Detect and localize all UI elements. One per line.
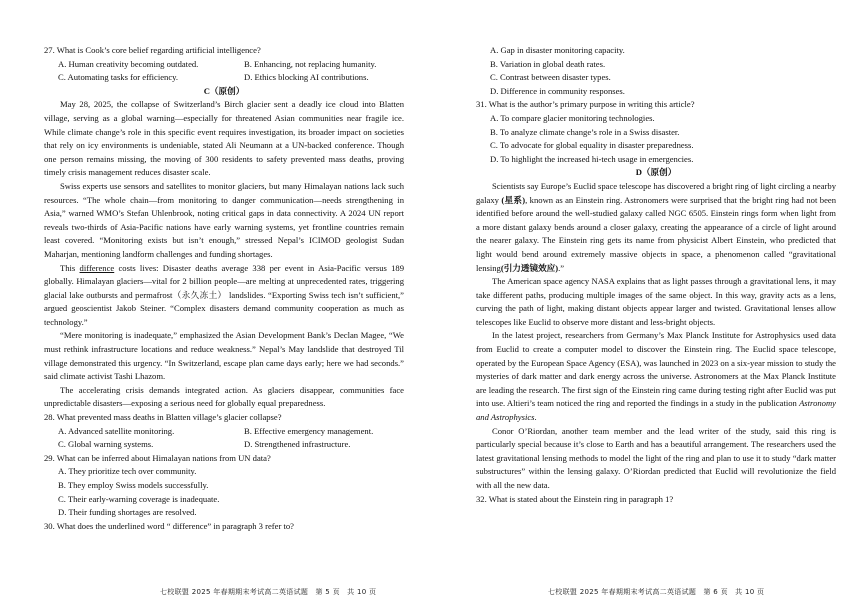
option-c[interactable]: C. Global warning systems. [58, 439, 154, 450]
page-footer-right: 七校联盟 2025 年春期期末考试高二英语试题 第 6 页 共 10 页 [548, 588, 765, 596]
option-a[interactable]: A. They prioritize tech over community. [58, 466, 197, 477]
option-d[interactable]: D. Difference in community responses. [490, 85, 625, 96]
passage-d-paragraph-3 [476, 329, 836, 424]
para1-middle: , known as an Einstein ring. Astronomers were surprised that the bright ring had not been identified before around the well-studied galaxy called NGC 6505. Einstein rings form when light from a more distant galaxy bends around a closer galaxy, creating the appearance of a circle of light around the nearer galaxy. The Einstein ring gets its name from physicist Albert Einstein, who predicted that light would bend around extremely massive objects in space, a phenomenon called “gravitational lensing [476, 194, 836, 273]
question-32: 32. What is stated about the Einstein ring in paragraph 1? [476, 493, 674, 504]
passage-d-paragraph-4: Conor O’Riordan, another team member and the lead writer of the study, said this ring is particularly special because it’s close to Earth and has a beautiful arrangement. The researchers used the latest gravitational lensing methods to model the light of the ring and plan to use it to study “dark matter substructures” within the lensing galaxy. O’Riordan predicted that Euclid will revolutionize the field with all the new data. [476, 425, 836, 490]
option-c[interactable]: C. Their early-warning coverage is inadequate. [58, 493, 220, 504]
option-d[interactable]: D. Strengthened infrastructure. [244, 439, 351, 450]
left-column [44, 44, 404, 533]
option-d[interactable]: D. Ethics blocking AI contributions. [244, 72, 369, 83]
chinese-gloss-lensing: (引力透镜效应) [500, 262, 559, 273]
option-b[interactable]: B. Effective emergency management. [244, 425, 374, 436]
option-d[interactable]: D. To highlight the increased hi-tech usage in emergencies. [490, 153, 694, 164]
question-28-options-row1 [44, 425, 404, 439]
question-28: 28. What prevented mass deaths in Blatten village’s glacier collapse? [44, 412, 282, 423]
option-b[interactable]: B. To analyze climate change’s role in a Swiss disaster. [490, 126, 680, 137]
page-footer-left: 七校联盟 2025 年春期期末考试高二英语试题 第 5 页 共 10 页 [160, 588, 377, 596]
section-d-heading: D（原创） [635, 167, 677, 178]
passage-c-paragraph-4: “Mere monitoring is inadequate,” emphasized the Asian Development Bank’s Declan Magee, “We must rethink infrastructure locations and reduce weakness.” Nepal’s May landslide that destroyed Til village demonstrated this urgency. “In Switzerland, escape plan came days early; here we had seconds.” said climate activist Tashi Lhazom. [44, 330, 404, 382]
passage-d-paragraph-2: The American space agency NASA explains that as light passes through a gravitational lens, it may take different paths, producing multiple images of the same object. In this way, gravity acts as a lens, curving the path of light, making distant objects appear larger and twisted. Gravitational lenses allow telescopes like Euclid to observe more distant and less-bright objects. [476, 276, 836, 327]
question-27-options-row2 [44, 71, 404, 85]
para3-text: In the latest project, researchers from Germany’s Max Planck Institute for Astrophysics used data from Euclid to create a computer model to discover the Einstein ring. The Euclid space telescope, operated by the European Space Agency (ESA), was launched in 2023 on a six-year mission to study the mysteries of dark matter and dark energy across the universe. Astronomers at the Max Planck Institute are leading the research. The first sign of the Einstein ring came during testing right after Euclid was put into use. Altieri’s team noticed the ring and reported the findings in a study in the publication [476, 330, 836, 409]
option-c[interactable]: C. To advocate for global equality in disaster preparedness. [490, 140, 694, 151]
option-d[interactable]: D. Their funding shortages are resolved. [58, 507, 197, 518]
chinese-gloss-galaxy: (星系) [501, 194, 526, 205]
right-column [476, 44, 836, 506]
para3-end: . [534, 412, 537, 423]
option-c[interactable]: C. Automating tasks for efficiency. [58, 72, 179, 83]
question-30: 30. What does the underlined word “ difference” in paragraph 3 refer to? [44, 520, 294, 531]
question-31: 31. What is the author’s primary purpose in writing this article? [476, 99, 695, 110]
question-27: 27. What is Cook’s core belief regarding artificial intelligence? [44, 45, 261, 55]
option-b[interactable]: B. Enhancing, not replacing humanity. [244, 58, 377, 69]
option-a[interactable]: A. Advanced satellite monitoring. [58, 425, 175, 436]
option-a[interactable]: A. Human creativity becoming outdated. [58, 58, 199, 69]
passage-c-paragraph-3 [44, 262, 404, 330]
passage-c-paragraph-1: May 28, 2025, the collapse of Switzerland’s Birch glacier sent a deadly ice cloud into Blatten village, serving as a global warning—especially for threatened Asian communities near fragile ice. While climate change’s role in this specific event requires investigation, its broader impact on societies that rely on icy environments is undeniable, stated Ali Neumann at a UN-backed conference. Though one person remains missing, the moving of 300 residents to safety prevented mass deaths, proving timely crisis management reduces disaster scale. [44, 99, 404, 178]
question-27-options-row1 [44, 58, 404, 72]
option-a[interactable]: A. Gap in disaster monitoring capacity. [490, 45, 625, 55]
question-29: 29. What can be inferred about Himalayan nations from UN data? [44, 452, 271, 463]
para1-end: .” [558, 262, 565, 273]
option-b[interactable]: B. Variation in global death rates. [490, 58, 606, 69]
para3-start: This [60, 262, 76, 273]
option-c[interactable]: C. Contrast between disaster types. [490, 72, 611, 83]
para3-rest: costs lives: Disaster deaths average 338 per event in Asia-Pacific versus 189 globally. Himalayan glaciers—vital for 2 billion people—are melting at unprecedented rates, triggering glacial lake outbursts and permafrost（永久冻土） landslides. “Exporting Swiss tech isn’t sufficient,” argued geoscientist Jakob Steiner. “Complex disasters demand community cooperation as much as technology.” [44, 262, 404, 327]
underlined-word-difference: difference [79, 262, 115, 273]
para1-start: Scientists say Europe’s Euclid space telescope has discovered a bright ring of light circling a nearby galaxy [476, 180, 836, 205]
passage-c-paragraph-5: The accelerating crisis demands integrated action. As glaciers disappear, communities face unpredictable disasters—exposing a serious need for globally equal preparedness. [44, 384, 404, 409]
option-a[interactable]: A. To compare glacier monitoring technologies. [490, 112, 655, 123]
option-b[interactable]: B. They employ Swiss models successfully. [58, 480, 209, 490]
publication-title: Astronomy and Astrophysics [476, 398, 836, 423]
passage-c-paragraph-2: Swiss experts use sensors and satellites to monitor glaciers, but many Himalayan nations lack such resources. “The whole chain—from monitoring to danger communication—needs strengthening in Asia,” warned WMO’s Stefan Uhlenbrook, noting critical gaps in data connectivity. A 2024 UN report reveals two-thirds of Asia-Pacific nations have early warning systems, yet frontline countries remain least covered. “Monitoring exists but isn’t enough,” stressed Nepal’s ICIMOD geologist Sudan Maharjan, mentioning landform challenges and funding shortages. [44, 180, 404, 259]
section-c-heading: C（原创） [203, 85, 245, 96]
passage-d-paragraph-1 [476, 180, 836, 275]
question-28-options-row2 [44, 438, 404, 452]
